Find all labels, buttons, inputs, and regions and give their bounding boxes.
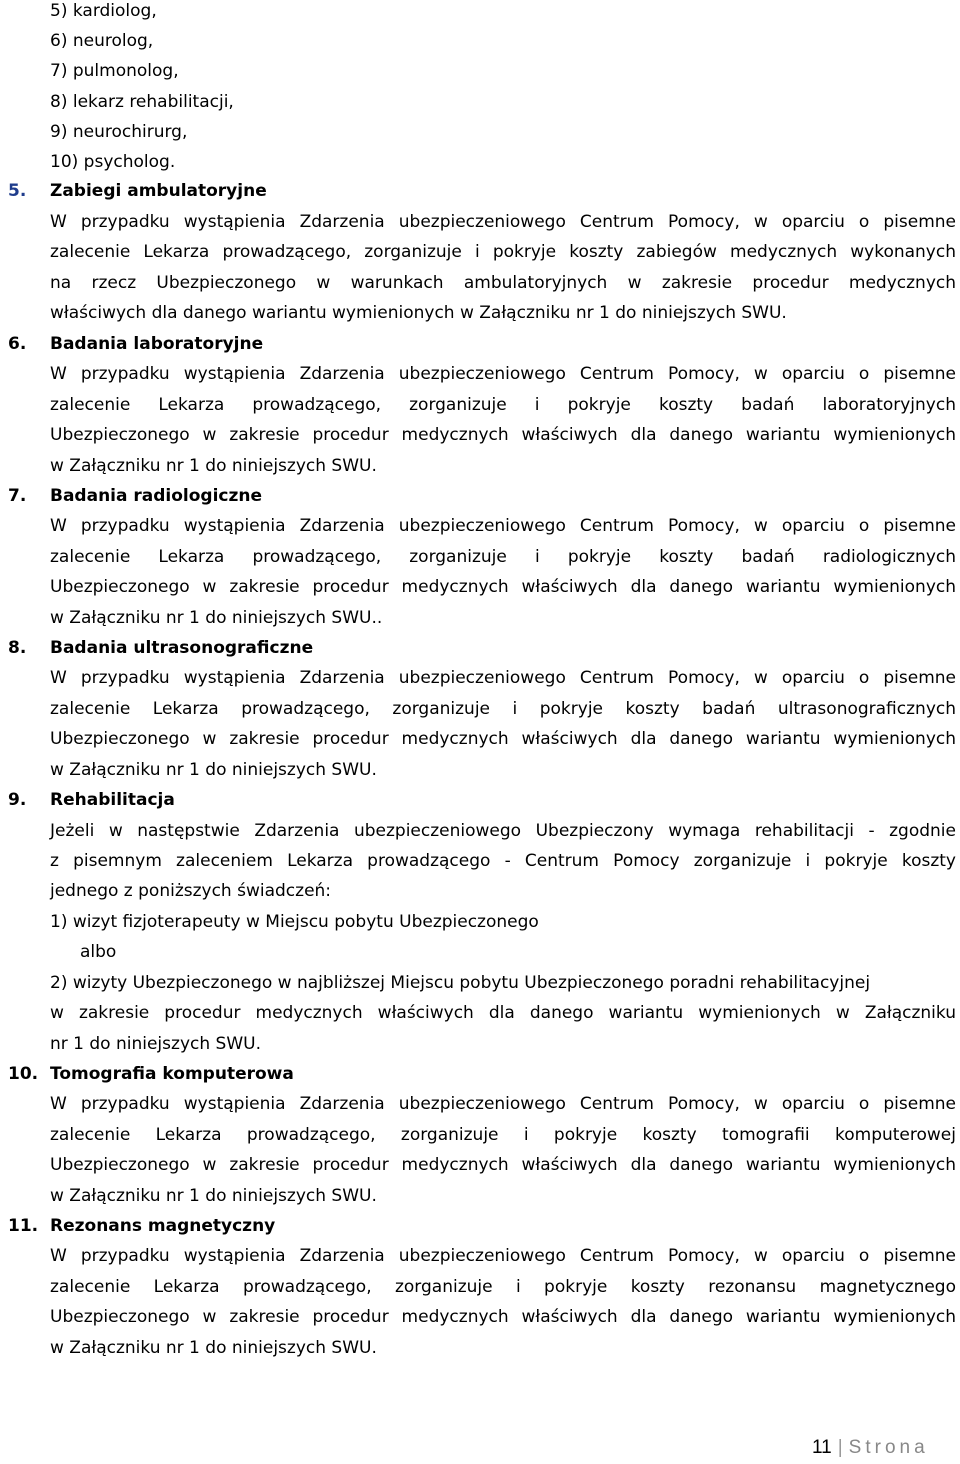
- paragraph-line: Ubezpieczonego w zakresie procedur medycznych właściwych dla danego wariantu wymienionych: [50, 577, 956, 597]
- page-label: Strona: [848, 1437, 929, 1458]
- section-title: Rezonans magnetyczny: [50, 1216, 276, 1236]
- paragraph-line: w Załączniku nr 1 do niniejszych SWU.: [50, 760, 377, 780]
- list-item: 2) wizyty Ubezpieczonego w najbliższej Miejscu pobytu Ubezpieczonego poradni rehabilitacyjnej: [50, 973, 871, 993]
- paragraph-line: na rzecz Ubezpieczonego w warunkach ambulatoryjnych w zakresie procedur medycznych: [50, 273, 956, 293]
- paragraph-line: zalecenie Lekarza prowadzącego, zorganizuje i pokryje koszty zabiegów medycznych wykonanych: [50, 242, 956, 262]
- paragraph-line: w Załączniku nr 1 do niniejszych SWU.: [50, 1186, 377, 1206]
- paragraph-line: W przypadku wystąpienia Zdarzenia ubezpieczeniowego Centrum Pomocy, w oparciu o pisemne: [50, 668, 956, 688]
- section-title: Rehabilitacja: [50, 790, 175, 810]
- section-number: 7.: [8, 486, 27, 506]
- section-title: Zabiegi ambulatoryjne: [50, 181, 267, 201]
- paragraph-line: Ubezpieczonego w zakresie procedur medycznych właściwych dla danego wariantu wymienionych: [50, 1155, 956, 1175]
- list-item: 5) kardiolog,: [50, 1, 157, 21]
- footer-separator: |: [837, 1437, 843, 1458]
- section-number: 10.: [8, 1064, 39, 1084]
- paragraph-line: zalecenie Lekarza prowadzącego, zorganizuje i pokryje koszty tomografii komputerowej: [50, 1125, 956, 1145]
- paragraph-line: Jeżeli w następstwie Zdarzenia ubezpieczeniowego Ubezpieczony wymaga rehabilitacji - zgodnie: [50, 821, 956, 841]
- paragraph-line: z pisemnym zaleceniem Lekarza prowadzącego - Centrum Pomocy zorganizuje i pokryje koszty: [50, 851, 956, 871]
- section-title: Badania radiologiczne: [50, 486, 263, 506]
- section-number: 9.: [8, 790, 27, 810]
- paragraph-line: albo: [80, 942, 117, 962]
- list-item: 7) pulmonolog,: [50, 61, 179, 81]
- paragraph-line: W przypadku wystąpienia Zdarzenia ubezpieczeniowego Centrum Pomocy, w oparciu o pisemne: [50, 516, 956, 536]
- list-item: 9) neurochirurg,: [50, 122, 188, 142]
- paragraph-line: w zakresie procedur medycznych właściwych dla danego wariantu wymienionych w Załączniku: [50, 1003, 956, 1023]
- paragraph-line: W przypadku wystąpienia Zdarzenia ubezpieczeniowego Centrum Pomocy, w oparciu o pisemne: [50, 1094, 956, 1114]
- list-item: 10) psycholog.: [50, 152, 176, 172]
- section-number: 6.: [8, 334, 27, 354]
- section-number: 5.: [8, 181, 27, 201]
- paragraph-line: jednego z poniższych świadczeń:: [50, 881, 332, 901]
- paragraph-line: zalecenie Lekarza prowadzącego, zorganizuje i pokryje koszty badań laboratoryjnych: [50, 395, 956, 415]
- section-title: Tomografia komputerowa: [50, 1064, 294, 1084]
- section-number: 8.: [8, 638, 27, 658]
- paragraph-line: w Załączniku nr 1 do niniejszych SWU..: [50, 608, 383, 628]
- section-title: Badania laboratoryjne: [50, 334, 264, 354]
- paragraph-line: w Załączniku nr 1 do niniejszych SWU.: [50, 456, 377, 476]
- section-number: 11.: [8, 1216, 39, 1236]
- paragraph-line: zalecenie Lekarza prowadzącego, zorganizuje i pokryje koszty badań ultrasonograficznych: [50, 699, 956, 719]
- page-number: 11: [812, 1437, 832, 1458]
- list-item: 1) wizyt fizjoterapeuty w Miejscu pobytu Ubezpieczonego: [50, 912, 539, 932]
- section-title: Badania ultrasonograficzne: [50, 638, 314, 658]
- page-footer: [812, 1437, 929, 1459]
- paragraph-line: W przypadku wystąpienia Zdarzenia ubezpieczeniowego Centrum Pomocy, w oparciu o pisemne: [50, 212, 956, 232]
- paragraph-line: w Załączniku nr 1 do niniejszych SWU.: [50, 1338, 377, 1358]
- paragraph-line: W przypadku wystąpienia Zdarzenia ubezpieczeniowego Centrum Pomocy, w oparciu o pisemne: [50, 364, 956, 384]
- paragraph-line: Ubezpieczonego w zakresie procedur medycznych właściwych dla danego wariantu wymienionych: [50, 425, 956, 445]
- list-item: 8) lekarz rehabilitacji,: [50, 92, 234, 112]
- paragraph-line: właściwych dla danego wariantu wymienionych w Załączniku nr 1 do niniejszych SWU.: [50, 303, 787, 323]
- paragraph-line: Ubezpieczonego w zakresie procedur medycznych właściwych dla danego wariantu wymienionych: [50, 729, 956, 749]
- list-item: 6) neurolog,: [50, 31, 154, 51]
- paragraph-line: zalecenie Lekarza prowadzącego, zorganizuje i pokryje koszty rezonansu magnetycznego: [50, 1277, 956, 1297]
- paragraph-line: W przypadku wystąpienia Zdarzenia ubezpieczeniowego Centrum Pomocy, w oparciu o pisemne: [50, 1246, 956, 1266]
- paragraph-line: nr 1 do niniejszych SWU.: [50, 1034, 261, 1054]
- paragraph-line: Ubezpieczonego w zakresie procedur medycznych właściwych dla danego wariantu wymienionych: [50, 1307, 956, 1327]
- paragraph-line: zalecenie Lekarza prowadzącego, zorganizuje i pokryje koszty badań radiologicznych: [50, 547, 956, 567]
